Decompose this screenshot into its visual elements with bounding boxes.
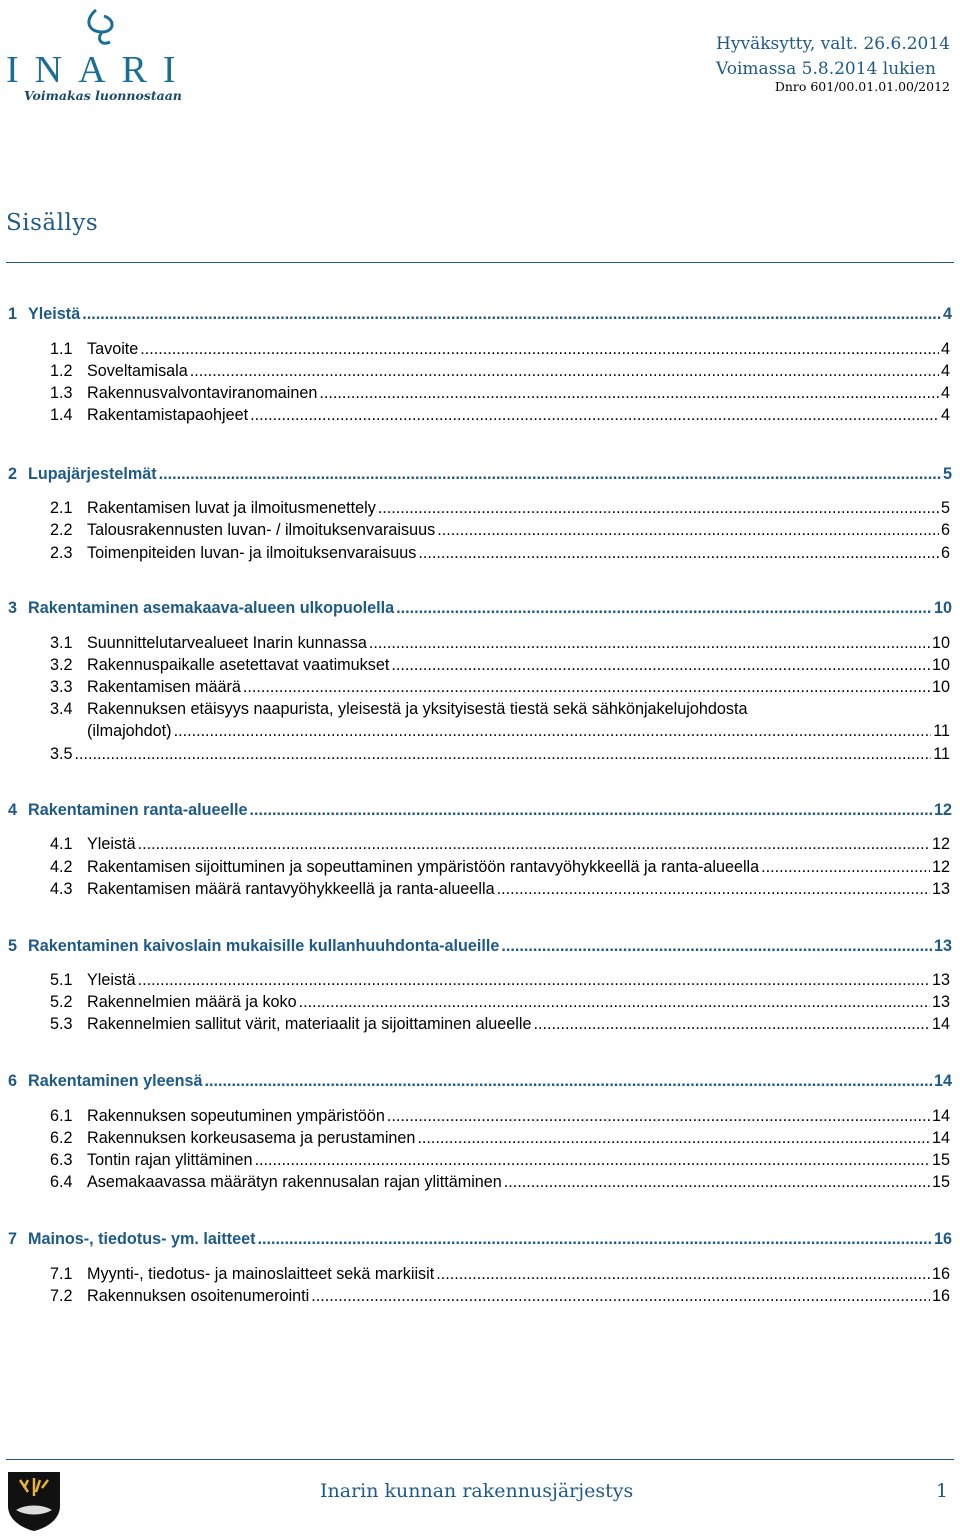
coat-of-arms-icon (6, 1470, 62, 1532)
toc-entry[interactable]: 5.2 Rakennelmien määrä ja koko ..... 13 (0, 992, 960, 1012)
toc-entry[interactable]: 4.3 Rakentamisen määrä rantavyöhykkeellä ja ranta-alueella ..... 13 (0, 879, 960, 899)
toc-entry[interactable]: 3.5 ..... 11 (0, 744, 960, 764)
toc-entry[interactable]: 1 Yleistä ..... 4 (0, 304, 960, 324)
logo-wordmark: INARI (6, 49, 192, 91)
title-divider (6, 262, 954, 263)
toc-entry[interactable]: 6.4 Asemakaavassa määrätyn rakennusalan rajan ylittäminen ..... 15 (0, 1172, 960, 1192)
toc-entry[interactable]: 4.1 Yleistä ..... 12 (0, 834, 960, 854)
toc-entry-continuation[interactable]: (ilmajohdot) ..... 11 (0, 721, 960, 741)
toc-entry[interactable]: 2.1 Rakentamisen luvat ja ilmoitusmenettely ..... 5 (0, 498, 960, 518)
toc-entry[interactable]: 3.3 Rakentamisen määrä ..... 10 (0, 677, 960, 697)
toc-entry[interactable]: 1.4 Rakentamistapaohjeet ..... 4 (0, 405, 960, 425)
toc-entry[interactable]: 1.1 Tavoite ..... 4 (0, 339, 960, 359)
toc-entry[interactable]: 3.2 Rakennuspaikalle asetettavat vaatimukset ..... 10 (0, 655, 960, 675)
toc-entry[interactable]: 6.2 Rakennuksen korkeusasema ja perustaminen ..... 14 (0, 1128, 960, 1148)
toc-entry[interactable]: 6.3 Tontin rajan ylittäminen ..... 15 (0, 1150, 960, 1170)
toc-entry[interactable]: 7 Mainos-, tiedotus- ym. laitteet ..... 16 (0, 1229, 960, 1249)
logo-tagline: Voimakas luonnostaan (24, 88, 182, 103)
toc-entry[interactable]: 7.2 Rakennuksen osoitenumerointi ..... 16 (0, 1286, 960, 1306)
toc-entry[interactable]: 3 Rakentaminen asemakaava-alueen ulkopuolella ..... 10 (0, 598, 960, 618)
toc-title: Sisällys (6, 210, 99, 236)
toc-entry[interactable]: 3.4 Rakennuksen etäisyys naapurista, yleisestä ja yksityisestä tiestä sekä sähkönjakelujohdosta (50, 700, 748, 718)
toc-entry[interactable]: 4 Rakentaminen ranta-alueelle ..... 12 (0, 800, 960, 820)
toc-entry[interactable]: 5 Rakentaminen kaivoslain mukaisille kullanhuuhdonta-alueille ..... 13 (0, 936, 960, 956)
toc-entry[interactable]: 1.2 Soveltamisala ..... 4 (0, 361, 960, 381)
valid-from: Voimassa 5.8.2014 lukien (716, 59, 936, 79)
approval-info (716, 32, 950, 82)
toc-entry[interactable]: 3.1 Suunnittelutarvealueet Inarin kunnassa ..... 10 (0, 633, 960, 653)
toc-entry[interactable]: 4.2 Rakentamisen sijoittuminen ja sopeuttaminen ympäristöön rantavyöhykkeellä ja ranta-alueella ..... 12 (0, 857, 960, 877)
toc-entry[interactable]: 2.3 Toimenpiteiden luvan- ja ilmoituksenvaraisuus ..... 6 (0, 543, 960, 563)
toc-entry[interactable]: 1.3 Rakennusvalvontaviranomainen ..... 4 (0, 383, 960, 403)
document-number: Dnro 601/00.01.01.00/2012 (774, 79, 950, 94)
toc-entry[interactable]: 6 Rakentaminen yleensä ..... 14 (0, 1071, 960, 1091)
inari-logo (4, 2, 192, 103)
toc-entry[interactable]: 7.1 Myynti-, tiedotus- ja mainoslaitteet sekä markiisit ..... 16 (0, 1264, 960, 1284)
toc-entry[interactable]: 2 Lupajärjestelmät ..... 5 (0, 464, 960, 484)
toc-entry[interactable]: 6.1 Rakennuksen sopeutuminen ympäristöön ..... 14 (0, 1106, 960, 1126)
footer-divider (6, 1459, 954, 1460)
footer-title: Inarin kunnan rakennusjärjestys (320, 1480, 634, 1502)
approved-date: Hyväksytty, valt. 26.6.2014 (716, 34, 950, 54)
toc-entry[interactable]: 5.1 Yleistä ..... 13 (0, 970, 960, 990)
toc-entry[interactable]: 2.2 Talousrakennusten luvan- / ilmoituksenvaraisuus ..... 6 (0, 520, 960, 540)
toc-entry[interactable]: 5.3 Rakennelmien sallitut värit, materiaalit ja sijoittaminen alueelle ..... 14 (0, 1014, 960, 1034)
page-number: 1 (935, 1480, 948, 1502)
